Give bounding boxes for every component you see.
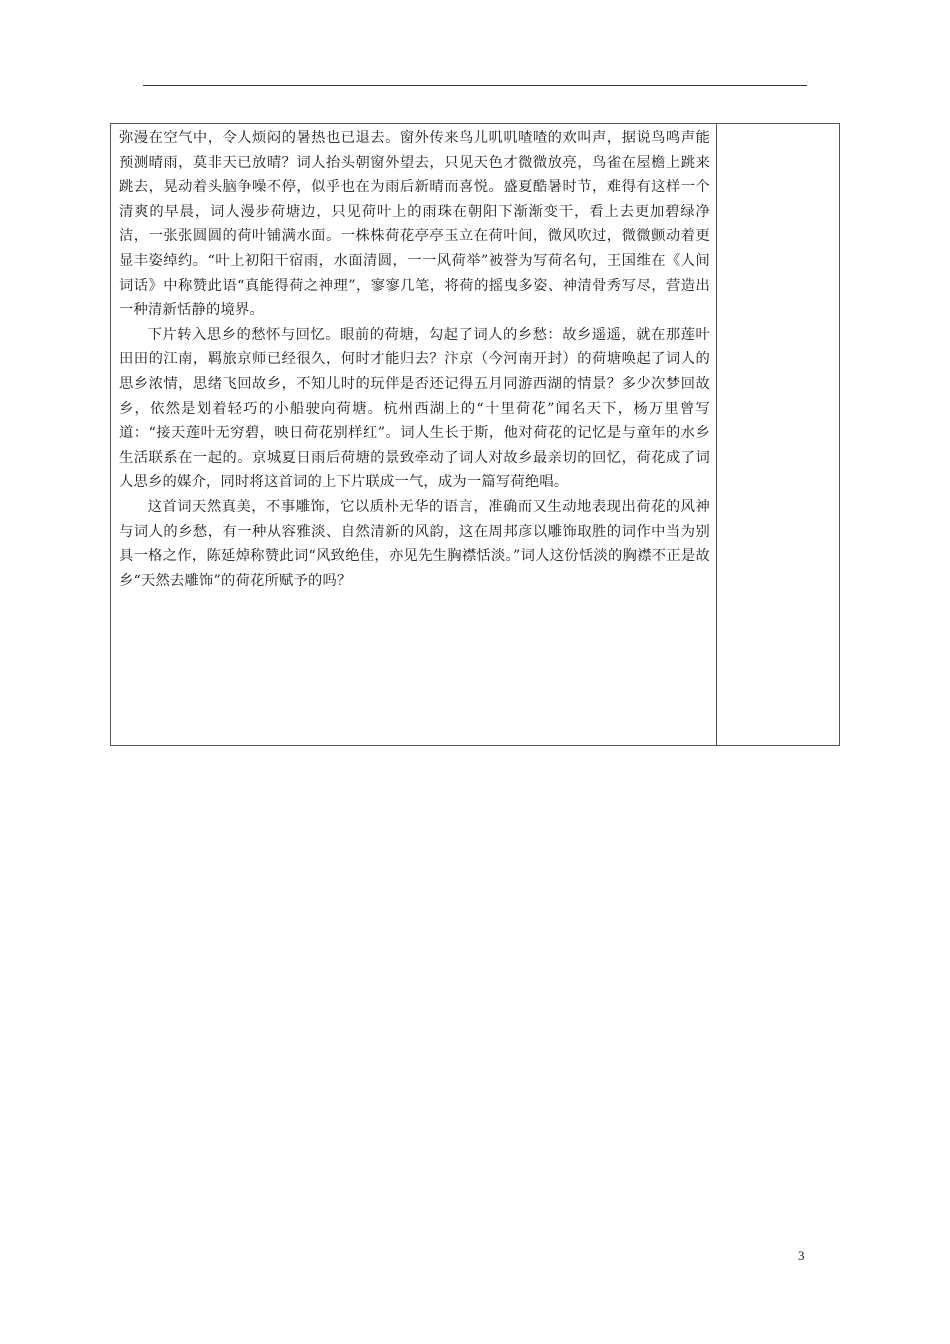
page-number: 3 (798, 1248, 805, 1263)
header-rule (143, 85, 807, 86)
paragraph-1: 弥漫在空气中，令人烦闷的暑热也已退去。窗外传来鸟儿叽叽喳喳的欢叫声，据说鸟鸣声能预测晴雨，莫非天已放晴？词人抬头朝窗外望去，只见天色才微微放亮，鸟雀在屋檐上跳来跳去，晃动着头脑争噪不停，似乎也在为雨后新晴而喜悦。盛夏酷暑时节，难得有这样一个清爽的早晨，词人漫步荷塘边，只见荷叶上的雨珠在朝阳下渐渐变干，看上去更加碧绿净洁，一张张圆圆的荷叶铺满水面。一株株荷花亭亭玉立在荷叶间，微风吹过，微微颤动着更显丰姿绰约。“叶上初阳干宿雨，水面清圆，一一风荷举”被誉为写荷名句，王国维在《人间词话》中称赞此语“真能得荷之神理”，寥寥几笔，将荷的摇曳多姿、神清骨秀写尽，营造出一种清新恬静的境界。 (119, 130, 710, 319)
main-content-cell (111, 124, 717, 745)
paragraph-2: 下片转入思乡的愁怀与回忆。眼前的荷塘，勾起了词人的乡愁：故乡遥遥，就在那莲叶田田的江南，羁旅京师已经很久，何时才能归去？汴京（今河南开封）的荷塘唤起了词人的思乡浓情，思绪飞回故乡，不知儿时的玩伴是否还记得五月同游西湖的情景？多少次梦回故乡，依然是划着轻巧的小船驶向荷塘。杭州西湖上的“十里荷花”闻名天下，杨万里曾写道：“接天莲叶无穷碧，映日荷花别样红”。词人生长于斯，他对荷花的记忆是与童年的水乡生活联系在一起的。京城夏日雨后荷塘的景致牵动了词人对故乡最亲切的回忆，荷花成了词人思乡的媒介，同时将这首词的上下片联成一气，成为一篇写荷绝唱。 (119, 326, 710, 491)
side-notes-cell (717, 124, 839, 745)
paragraph-3: 这首词天然真美，不事雕饰，它以质朴无华的语言，准确而又生动地表现出荷花的风神与词人的乡愁，有一种从容雅淡、自然清新的风韵，这在周邦彦以雕饰取胜的词作中当为别具一格之作，陈延焯称赞此词“风致绝佳，亦见先生胸襟恬淡。”词人这份恬淡的胸襟不正是故乡“天然去雕饰”的荷花所赋予的吗？ (119, 498, 710, 589)
content-table (110, 123, 840, 746)
